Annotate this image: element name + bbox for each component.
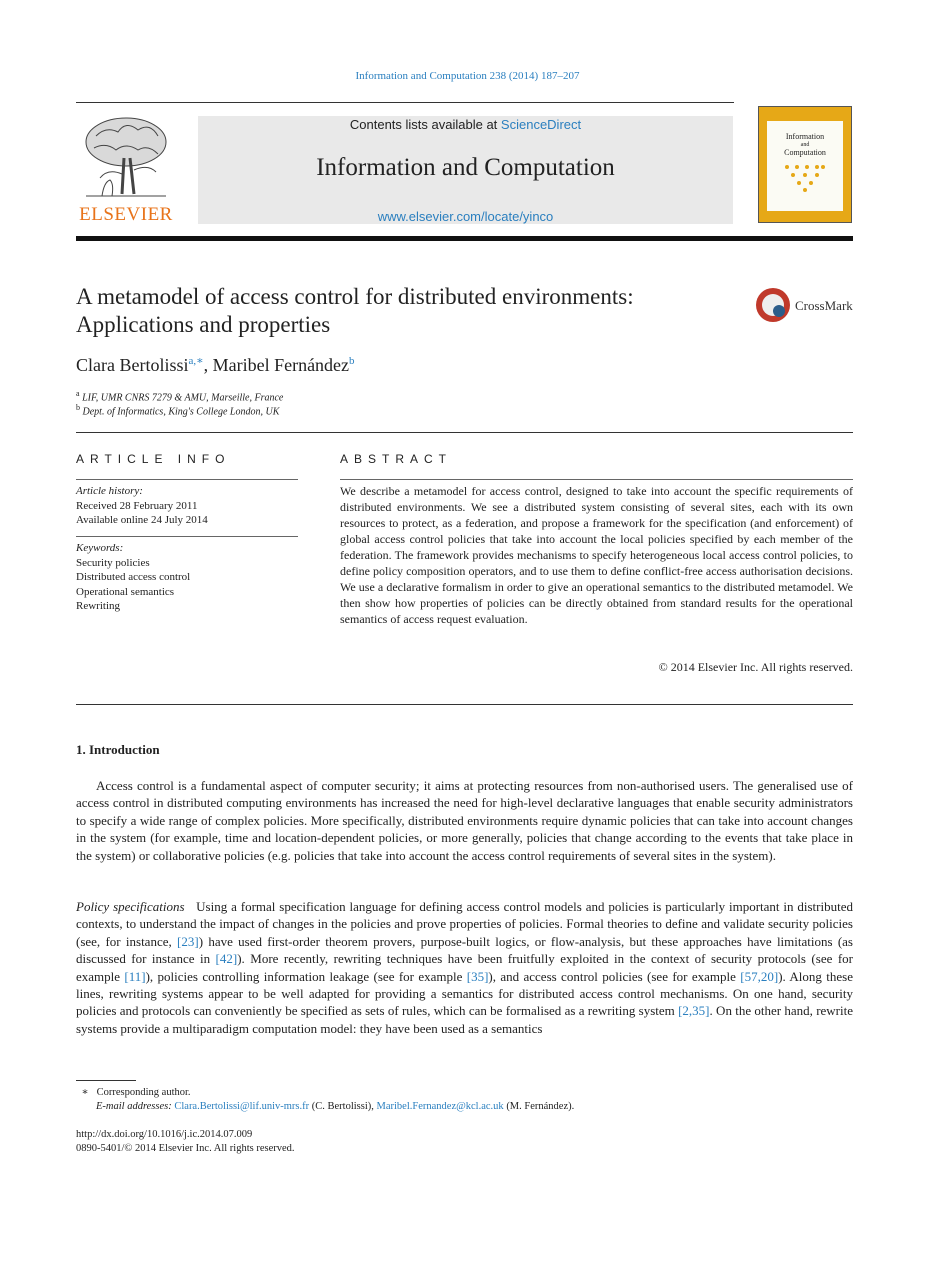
citation-link[interactable]: [42]	[215, 951, 238, 967]
paragraph-label: Policy specifications	[76, 899, 185, 914]
article-title	[76, 283, 736, 339]
cover-line-2: and	[800, 142, 810, 148]
abstract-heading: ABSTRACT	[340, 452, 453, 466]
cover-line-3: Computation	[784, 148, 826, 157]
divider	[76, 432, 853, 433]
crossmark-button[interactable]	[756, 288, 856, 324]
keywords-block	[76, 541, 298, 614]
affiliation-marker: a	[76, 389, 80, 398]
contents-prefix: Contents lists available at	[349, 117, 498, 132]
journal-url-link[interactable]: www.elsevier.com/locate/yinco	[377, 209, 554, 224]
affiliation-text: LIF, UMR CNRS 7279 & AMU, Marseille, France	[82, 392, 284, 404]
affiliation	[76, 403, 279, 417]
divider	[76, 536, 298, 537]
article-info-heading: ARTICLE INFO	[76, 452, 231, 466]
paragraph-text: . On the other hand, rewrite systems provide a multiparadigm computation model: they have been used as a semantics	[76, 1003, 853, 1036]
keyword: Distributed access control	[76, 571, 191, 583]
crossmark-icon	[756, 288, 790, 322]
journal-cover-thumbnail[interactable]	[758, 106, 852, 223]
cover-graphic-icon	[767, 159, 843, 199]
affiliation-marker: b	[76, 403, 80, 412]
doi-link[interactable]: http://dx.doi.org/10.1016/j.ic.2014.07.009	[76, 1129, 253, 1140]
citation-link[interactable]: [57,20]	[740, 968, 779, 984]
issn-copyright: 0890-5401/© 2014 Elsevier Inc. All rights reserved.	[76, 1143, 295, 1154]
intro-paragraph: Access control is a fundamental aspect of computer security; it aims at protecting resources from non-authorised users. The generalised use of access control in distributed computing environments has increased the need for high-level declarative languages that enable security administrators to specify a wide range of complex policies. More specifically, distributed environments require dynamic policies that can take into account changes in the system (for example, time and location-dependent policies, or more generally, policies that change according to the events that take place in the system) or collaborative policies (e.g. policies that take into account the access control requirements of several sites in the system).	[76, 778, 853, 863]
elsevier-wordmark: ELSEVIER	[79, 204, 173, 225]
affiliation	[76, 389, 283, 403]
paragraph-text: ). Along these lines, rewriting systems appear to be well adapted for providing a semantics for distributed access control mechanisms. On one hand, security policies and protocols can conveniently be specified as sets of rules, which can be formalised as a rewriting system	[76, 968, 853, 1019]
author-name: Clara Bertolissi	[76, 355, 189, 375]
paragraph-text: ), and access control policies (see for example	[488, 968, 741, 984]
available-date: Available online 24 July 2014	[76, 514, 208, 526]
cover-title	[767, 133, 843, 157]
keyword: Rewriting	[76, 600, 120, 612]
abstract-text: We describe a metamodel for access control, designed to take into account the specific requirements of distributed environments. We see a distributed system consisting of several sites, each with its own resources to protect, as a federation, and propose a framework for the specification (and enforcement) of global access control policies that take into account the local policies specified by each member of the federation. The framework provides mechanisms to specify heterogeneous local access control policies, to define policy composition operators, and to use them to define conflict-free access authorisation decisions. We use a declarative formalism in order to give an operational semantics to the distributed metamodel. We then show how properties of policies can be directly obtained from standard results for the operational semantics of access request evaluation.	[340, 484, 853, 626]
intro-paragraph	[76, 898, 853, 1037]
footnote-marker: ∗	[81, 1087, 89, 1098]
paragraph-text: ), policies controlling information leakage (see for example	[145, 968, 467, 984]
email-link[interactable]: Clara.Bertolissi@lif.univ-mrs.fr	[174, 1101, 310, 1112]
divider	[76, 704, 853, 705]
author-affiliation-marker[interactable]: a,∗	[188, 355, 204, 367]
cover-line-1: Information	[785, 132, 825, 141]
section-heading: 1. Introduction	[76, 742, 160, 757]
header-thick-rule	[76, 236, 853, 241]
divider	[76, 479, 298, 480]
received-date: Received 28 February 2011	[76, 499, 198, 512]
elsevier-logo	[76, 114, 176, 226]
citation-link[interactable]: [23]	[177, 933, 199, 949]
contents-line	[198, 117, 733, 132]
author-affiliation-marker[interactable]: b	[349, 355, 355, 367]
abstract-copyright: © 2014 Elsevier Inc. All rights reserved.	[658, 660, 853, 674]
article-title-line-1: A metamodel of access control for distributed environments:	[76, 284, 634, 309]
affiliation-text: Dept. of Informatics, King's College London, UK	[82, 406, 280, 418]
sciencedirect-link[interactable]: ScienceDirect	[500, 117, 582, 132]
keyword: Security policies	[76, 556, 150, 569]
journal-citation[interactable]: Information and Computation 238 (2014) 187–207	[355, 70, 580, 82]
crossmark-label: CrossMark	[795, 298, 853, 313]
footnote-text: Corresponding author.	[96, 1087, 191, 1098]
cover-inner	[767, 121, 843, 211]
header-rule	[76, 102, 734, 103]
email-owner: (C. Bertolissi),	[311, 1101, 374, 1112]
journal-title: Information and Computation	[316, 154, 615, 181]
elsevier-tree-icon	[76, 114, 176, 202]
email-owner: (M. Fernández).	[506, 1101, 575, 1112]
footnote-rule	[76, 1080, 136, 1081]
email-label: E-mail addresses:	[96, 1101, 172, 1112]
keyword: Operational semantics	[76, 585, 175, 598]
footnote-corresponding	[76, 1086, 191, 1098]
email-link[interactable]: Maribel.Fernandez@kcl.ac.uk	[376, 1101, 504, 1112]
journal-header-box	[198, 116, 733, 224]
article-history	[76, 484, 298, 528]
paragraph-text: ) have used first-order theorem provers, purpose-built logics, or flow-analysis, but these approaches have limitations (as discussed for instance in	[76, 933, 853, 967]
paragraph-text: ). More recently, rewriting techniques have been fruitfully exploited in the context of security protocols (see for example	[76, 951, 853, 984]
citation-link[interactable]: [2,35]	[678, 1003, 710, 1019]
keywords-label: Keywords:	[76, 542, 124, 554]
paragraph-text: Using a formal specification language for defining access control models and policies is particularly important in distributed contexts, to understand the impact of changes in the policies and prove properties of policies. Formal theories to define and validate security policies (see, for instance,	[76, 899, 853, 949]
footnote-emails	[96, 1101, 574, 1112]
history-label: Article history:	[76, 485, 143, 497]
author-list: Clara Bertolissi$^{a,∗}$, Maribel Fernández$^b$	[76, 355, 355, 375]
author-name: Maribel Fernández	[212, 355, 350, 375]
citation-link[interactable]: [35]	[466, 968, 489, 984]
article-title-line-2: Applications and properties	[76, 312, 331, 337]
citation-link[interactable]: [11]	[124, 968, 146, 984]
divider	[340, 479, 853, 480]
